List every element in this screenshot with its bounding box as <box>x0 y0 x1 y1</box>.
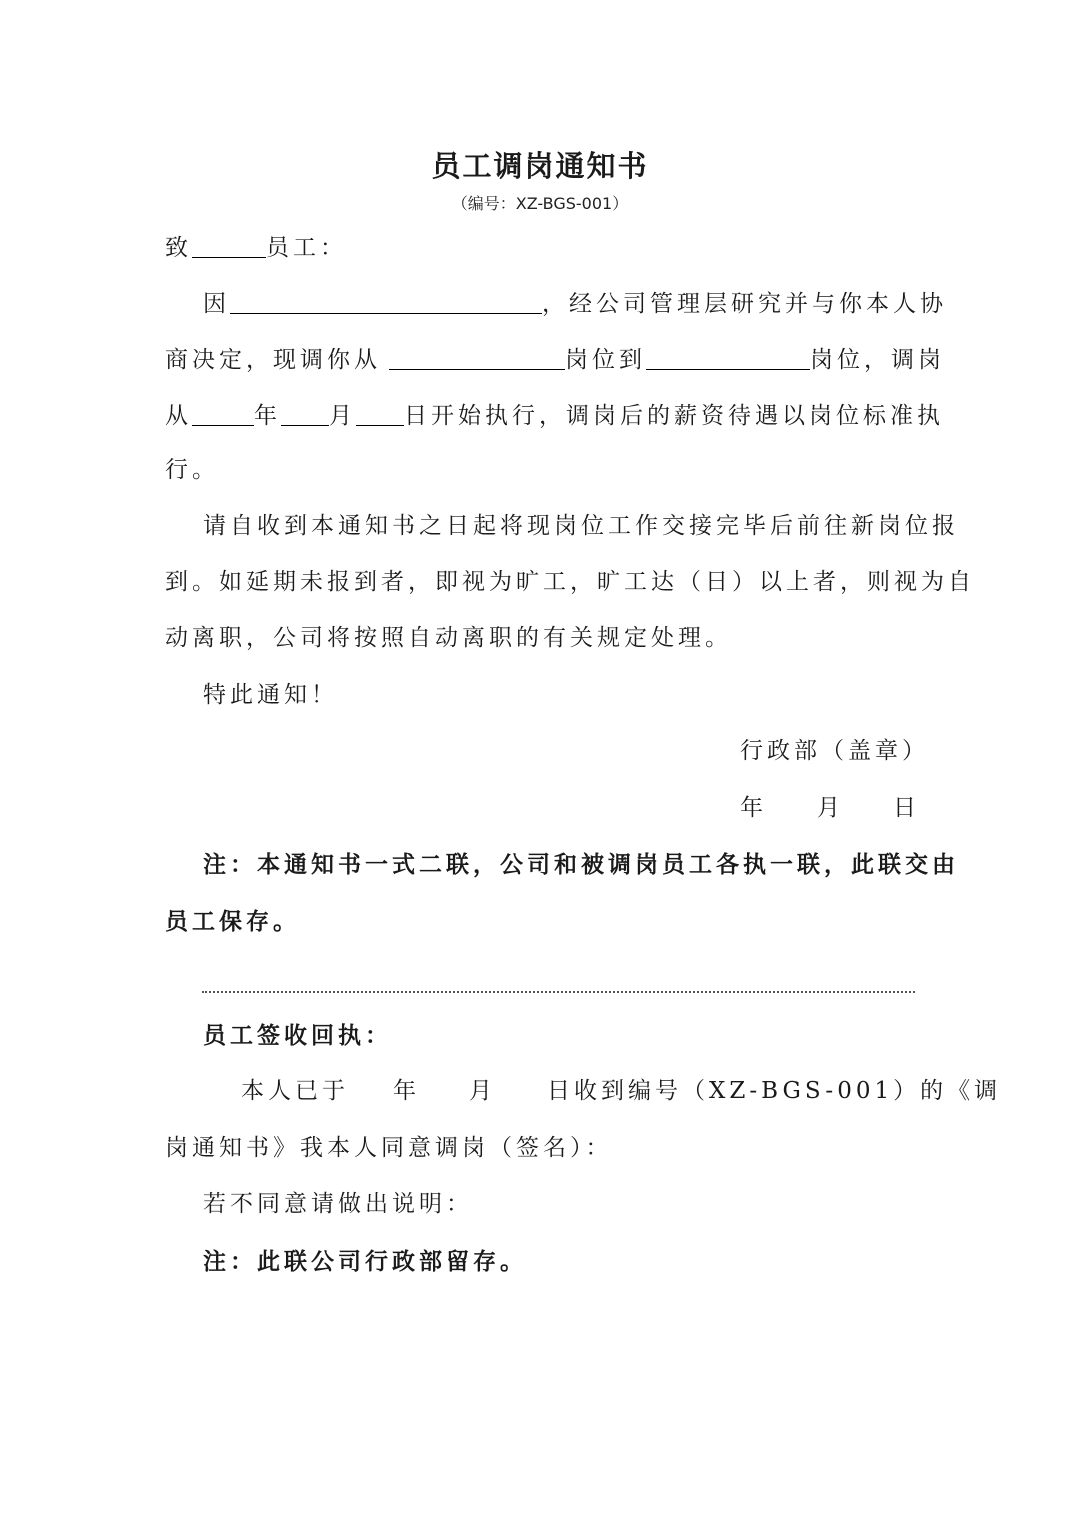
employee-name-blank <box>192 235 266 258</box>
tear-line <box>202 991 915 993</box>
receipt-note: 注：此联公司行政部留存。 <box>203 1248 527 1275</box>
receipt-line3: 若不同意请做出说明： <box>203 1191 473 1217</box>
p1-rest: 日开始执行，调岗后的薪资待遇以岗位标准执 <box>404 403 944 429</box>
salutation-to: 致 <box>165 235 192 261</box>
note1-line2: 员工保存。 <box>165 908 300 935</box>
signoff-month: 月 <box>817 795 844 821</box>
receipt-line2: 岗通知书》我本人同意调岗（签名）： <box>165 1135 613 1161</box>
p2-line2: 到。如延期未报到者，即视为旷工，旷工达（日）以上者，则视为自 <box>165 569 975 595</box>
receipt-line1-post: 日收到编号（XZ-BGS-001）的《调 <box>547 1078 1002 1104</box>
receipt-line1-pre: 本人已于 <box>241 1078 349 1104</box>
receipt-month: 月 <box>469 1078 496 1104</box>
p1-line1 <box>203 291 947 316</box>
p1-seg2: 商决定，现调你从 <box>165 347 381 373</box>
receipt-year: 年 <box>393 1078 420 1104</box>
to-position-blank <box>646 347 810 370</box>
month-blank <box>281 403 329 426</box>
p1-year: 年 <box>254 403 281 429</box>
signoff-day: 日 <box>893 795 920 821</box>
p1-because: 因 <box>203 291 230 317</box>
p1-from: 从 <box>165 403 192 429</box>
p2-line1: 请自收到本通知书之日起将现岗位工作交接完毕后前往新岗位报 <box>203 513 959 539</box>
receipt-heading: 员工签收回执： <box>203 1022 392 1049</box>
day-blank <box>356 403 404 426</box>
from-position-blank <box>389 347 565 370</box>
p2-line3: 动离职，公司将按照自动离职的有关规定处理。 <box>165 625 732 651</box>
p1-seg4: 岗位，调岗 <box>810 347 945 373</box>
p1-seg1: ，经公司管理层研究并与你本人协 <box>542 291 947 317</box>
document-title: 员工调岗通知书 <box>431 149 649 183</box>
salutation-staff: 员工： <box>266 235 347 261</box>
document-code: （编号：XZ-BGS-001） <box>451 194 629 213</box>
p1-line2 <box>165 347 945 372</box>
p1-line3 <box>165 403 944 428</box>
p1-line4: 行。 <box>165 457 219 483</box>
p1-month: 月 <box>329 403 356 429</box>
year-blank <box>192 403 254 426</box>
p1-seg3: 岗位到 <box>565 347 646 373</box>
salutation-line <box>165 235 347 260</box>
note1-line1: 注：本通知书一式二联，公司和被调岗员工各执一联，此联交由 <box>203 851 959 878</box>
dept-stamp: 行政部（盖章） <box>740 738 929 764</box>
reason-blank <box>230 291 542 314</box>
notice-line: 特此通知！ <box>203 682 338 708</box>
signoff-year: 年 <box>740 795 767 821</box>
